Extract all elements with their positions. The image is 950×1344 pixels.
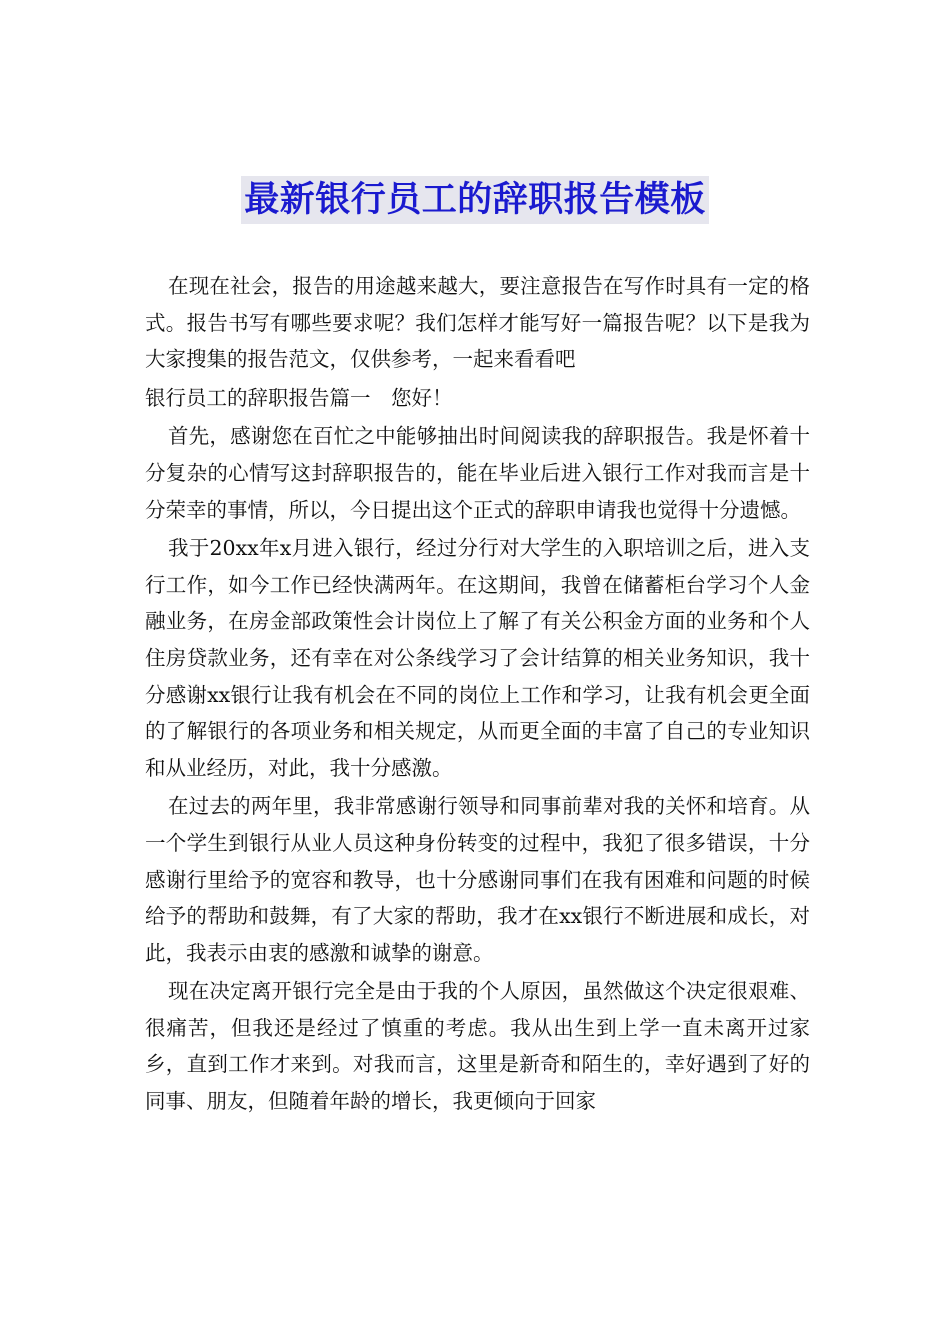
title-container	[0, 176, 950, 224]
paragraph-3: 在过去的两年里，我非常感谢行领导和同事前辈对我的关怀和培育。从一个学生到银行从业人员这种身份转变的过程中，我犯了很多错误，十分感谢行里给予的宽容和教导，也十分感谢同事们在我有困难和问题的时候给予的帮助和鼓舞，有了大家的帮助，我才在xx银行不断进展和成长，对此，我表示由衷的感激和诚挚的谢意。	[145, 794, 810, 965]
paragraph-heading-line: 银行员工的辞职报告篇一 您好！	[145, 385, 453, 410]
paragraph-2: 我于20xx年x月进入银行，经过分行对大学生的入职培训之后，进入支行工作，如今工作已经快满两年。在这期间，我曾在储蓄柜台学习个人金融业务，在房金部政策性会计岗位上了解了有关公积金方面的业务和个人住房贷款业务，还有幸在对公条线学习了会计结算的相关业务知识，我十分感谢xx银行让我有机会在不同的岗位上工作和学习，让我有机会更全面的了解银行的各项业务和相关规定，从而更全面的丰富了自己的专业知识和从业经历，对此，我十分感激。	[145, 536, 810, 780]
paragraph-4: 现在决定离开银行完全是由于我的个人原因，虽然做这个决定很艰难、很痛苦，但我还是经过了慎重的考虑。我从出生到上学一直未离开过家乡，直到工作才来到。对我而言，这里是新奇和陌生的，幸好遇到了好的同事、朋友，但随着年龄的增长，我更倾向于回家	[145, 979, 810, 1114]
paragraph-intro: 在现在社会，报告的用途越来越大，要注意报告在写作时具有一定的格式。报告书写有哪些要求呢？我们怎样才能写好一篇报告呢？以下是我为大家搜集的报告范文，仅供参考，一起来看看吧	[145, 274, 810, 372]
paragraph-1: 首先，感谢您在百忙之中能够抽出时间阅读我的辞职报告。我是怀着十分复杂的心情写这封辞职报告的，能在毕业后进入银行工作对我而言是十分荣幸的事情，所以，今日提出这个正式的辞职申请我也觉得十分遗憾。	[145, 424, 810, 522]
document-body	[145, 268, 810, 1120]
document-title: 最新银行员工的辞职报告模板	[241, 176, 709, 224]
